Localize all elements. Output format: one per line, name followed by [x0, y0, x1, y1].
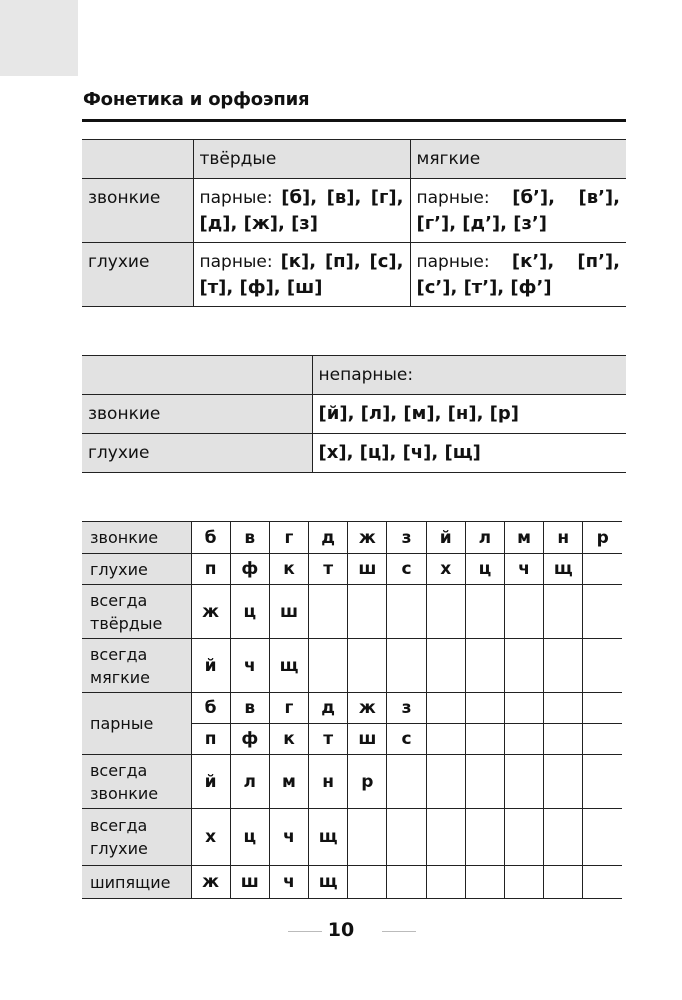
- grid-letter-cell: л: [465, 522, 504, 554]
- grid-letter-cell: [544, 809, 583, 866]
- unpaired-consonants-table: [82, 355, 626, 473]
- grid-row-label: шипящие: [82, 866, 191, 899]
- grid-row: [82, 639, 622, 693]
- sound-list: [к’], [п’], [с’], [т’], [ф’]: [416, 251, 620, 298]
- corner-decoration: [0, 0, 78, 76]
- grid-letter-cell: т: [309, 554, 348, 585]
- page-number: 10: [327, 919, 355, 941]
- table1-row-label: глухие: [82, 243, 193, 307]
- grid-row: [82, 809, 622, 866]
- grid-letter-cell: [465, 693, 504, 724]
- sound-list: [б’], [в’], [г’], [д’], [з’]: [416, 187, 620, 234]
- table1-cell-hard: [193, 243, 410, 307]
- grid-row-label: всегда глухие: [82, 809, 191, 866]
- grid-letter-cell: [583, 585, 622, 639]
- sound-list: [й], [л], [м], [н], [р]: [318, 403, 520, 424]
- grid-letter-cell: [426, 755, 465, 809]
- grid-letter-cell: х: [426, 554, 465, 585]
- grid-letter-cell: щ: [309, 809, 348, 866]
- grid-letter-cell: з: [387, 693, 426, 724]
- grid-letter-cell: щ: [544, 554, 583, 585]
- grid-letter-cell: [505, 724, 544, 755]
- table2-row-label: звонкие: [82, 395, 312, 434]
- table2-header-unpaired: непарные:: [312, 356, 626, 395]
- grid-letter-cell: д: [309, 522, 348, 554]
- grid-letter-cell: м: [269, 755, 308, 809]
- grid-row-label: звонкие: [82, 522, 191, 554]
- grid-letter-cell: [544, 724, 583, 755]
- sound-list: [х], [ц], [ч], [щ]: [318, 442, 481, 463]
- grid-row-label: парные: [82, 693, 191, 755]
- grid-letter-cell: щ: [269, 639, 308, 693]
- table1-cell-soft: [410, 179, 626, 243]
- grid-letter-cell: [544, 693, 583, 724]
- grid-letter-cell: с: [387, 724, 426, 755]
- grid-letter-cell: [583, 554, 622, 585]
- grid-letter-cell: р: [348, 755, 387, 809]
- grid-row-label: всегда звонкие: [82, 755, 191, 809]
- grid-letter-cell: ж: [348, 522, 387, 554]
- table1-cell-hard: [193, 179, 410, 243]
- grid-letter-cell: ш: [230, 866, 269, 899]
- grid-letter-cell: [426, 866, 465, 899]
- grid-letter-cell: й: [191, 639, 230, 693]
- grid-letter-cell: ч: [269, 866, 308, 899]
- grid-letter-cell: к: [269, 554, 308, 585]
- grid-letter-cell: ж: [191, 585, 230, 639]
- grid-row-label: всегда мягкие: [82, 639, 191, 693]
- table1-header-hard: твёрдые: [193, 140, 410, 179]
- grid-row-label: всегда твёрдые: [82, 585, 191, 639]
- grid-letter-cell: [505, 809, 544, 866]
- grid-letter-cell: [583, 866, 622, 899]
- table1-cell-soft: [410, 243, 626, 307]
- paired-prefix: парные:: [199, 252, 273, 272]
- grid-letter-cell: [583, 809, 622, 866]
- grid-letter-cell: [348, 639, 387, 693]
- table2-cell: [312, 395, 626, 434]
- grid-letter-cell: [465, 639, 504, 693]
- grid-letter-cell: г: [269, 522, 308, 554]
- grid-letter-cell: [426, 639, 465, 693]
- grid-row: [82, 693, 622, 724]
- grid-letter-cell: ц: [465, 554, 504, 585]
- paired-prefix: парные:: [416, 188, 490, 208]
- grid-letter-cell: [544, 585, 583, 639]
- grid-letter-cell: [465, 866, 504, 899]
- grid-letter-cell: к: [269, 724, 308, 755]
- grid-letter-cell: н: [544, 522, 583, 554]
- grid-letter-cell: л: [230, 755, 269, 809]
- grid-letter-cell: ц: [230, 585, 269, 639]
- grid-letter-cell: [426, 809, 465, 866]
- paired-prefix: парные:: [199, 188, 273, 208]
- grid-letter-cell: [387, 585, 426, 639]
- grid-letter-cell: н: [309, 755, 348, 809]
- grid-letter-cell: ш: [348, 724, 387, 755]
- grid-letter-cell: т: [309, 724, 348, 755]
- grid-letter-cell: г: [269, 693, 308, 724]
- grid-letter-cell: [583, 639, 622, 693]
- table1-row-label: звонкие: [82, 179, 193, 243]
- grid-letter-cell: [309, 585, 348, 639]
- grid-letter-cell: [348, 809, 387, 866]
- sound-list: [б], [в], [г], [д], [ж], [з]: [199, 187, 404, 234]
- grid-letter-cell: [544, 866, 583, 899]
- grid-letter-cell: [426, 724, 465, 755]
- grid-letter-cell: [505, 585, 544, 639]
- page-number-line-right: [382, 931, 416, 932]
- grid-letter-cell: [387, 639, 426, 693]
- page-title: Фонетика и орфоэпия: [83, 89, 310, 110]
- grid-letter-cell: [348, 866, 387, 899]
- grid-letter-cell: [465, 585, 504, 639]
- grid-letter-cell: ч: [230, 639, 269, 693]
- grid-letter-cell: ж: [191, 866, 230, 899]
- grid-letter-cell: [583, 693, 622, 724]
- grid-letter-cell: [544, 639, 583, 693]
- grid-row: [82, 522, 622, 554]
- grid-letter-cell: [348, 585, 387, 639]
- grid-letter-cell: [465, 809, 504, 866]
- grid-letter-cell: [465, 755, 504, 809]
- grid-letter-cell: х: [191, 809, 230, 866]
- grid-letter-cell: д: [309, 693, 348, 724]
- grid-letter-cell: б: [191, 693, 230, 724]
- grid-letter-cell: й: [191, 755, 230, 809]
- grid-letter-cell: [505, 866, 544, 899]
- grid-letter-cell: [465, 724, 504, 755]
- grid-letter-cell: ч: [505, 554, 544, 585]
- grid-letter-cell: [387, 809, 426, 866]
- grid-letter-cell: [387, 755, 426, 809]
- grid-letter-cell: б: [191, 522, 230, 554]
- grid-letter-cell: [544, 755, 583, 809]
- grid-letter-cell: ж: [348, 693, 387, 724]
- grid-letter-cell: [309, 639, 348, 693]
- grid-letter-cell: [505, 755, 544, 809]
- grid-row: [82, 585, 622, 639]
- grid-letter-cell: й: [426, 522, 465, 554]
- grid-letter-cell: [426, 693, 465, 724]
- grid-letter-cell: [583, 755, 622, 809]
- sound-list: [к], [п], [с], [т], [ф], [ш]: [199, 251, 404, 298]
- grid-letter-cell: п: [191, 554, 230, 585]
- grid-letter-cell: ц: [230, 809, 269, 866]
- grid-letter-cell: ф: [230, 554, 269, 585]
- grid-letter-cell: [505, 693, 544, 724]
- grid-letter-cell: з: [387, 522, 426, 554]
- grid-letter-cell: ш: [348, 554, 387, 585]
- table2-cell: [312, 434, 626, 473]
- grid-letter-cell: р: [583, 522, 622, 554]
- grid-letter-cell: в: [230, 522, 269, 554]
- grid-row-label: глухие: [82, 554, 191, 585]
- table1-header-empty: [82, 140, 193, 179]
- paired-prefix: парные:: [416, 252, 490, 272]
- consonants-hard-soft-table: [82, 139, 626, 307]
- table2-header-empty: [82, 356, 312, 395]
- grid-letter-cell: [387, 866, 426, 899]
- grid-letter-cell: в: [230, 693, 269, 724]
- title-underline: [82, 119, 626, 122]
- grid-letter-cell: ч: [269, 809, 308, 866]
- grid-letter-cell: с: [387, 554, 426, 585]
- grid-letter-cell: м: [505, 522, 544, 554]
- grid-letter-cell: ф: [230, 724, 269, 755]
- table2-row-label: глухие: [82, 434, 312, 473]
- grid-letter-cell: п: [191, 724, 230, 755]
- grid-letter-cell: щ: [309, 866, 348, 899]
- consonant-letters-grid: [82, 521, 622, 899]
- grid-letter-cell: [505, 639, 544, 693]
- grid-row: [82, 866, 622, 899]
- grid-row: [82, 755, 622, 809]
- grid-letter-cell: ш: [269, 585, 308, 639]
- grid-letter-cell: [426, 585, 465, 639]
- grid-letter-cell: [583, 724, 622, 755]
- grid-row: [82, 554, 622, 585]
- table1-header-soft: мягкие: [410, 140, 626, 179]
